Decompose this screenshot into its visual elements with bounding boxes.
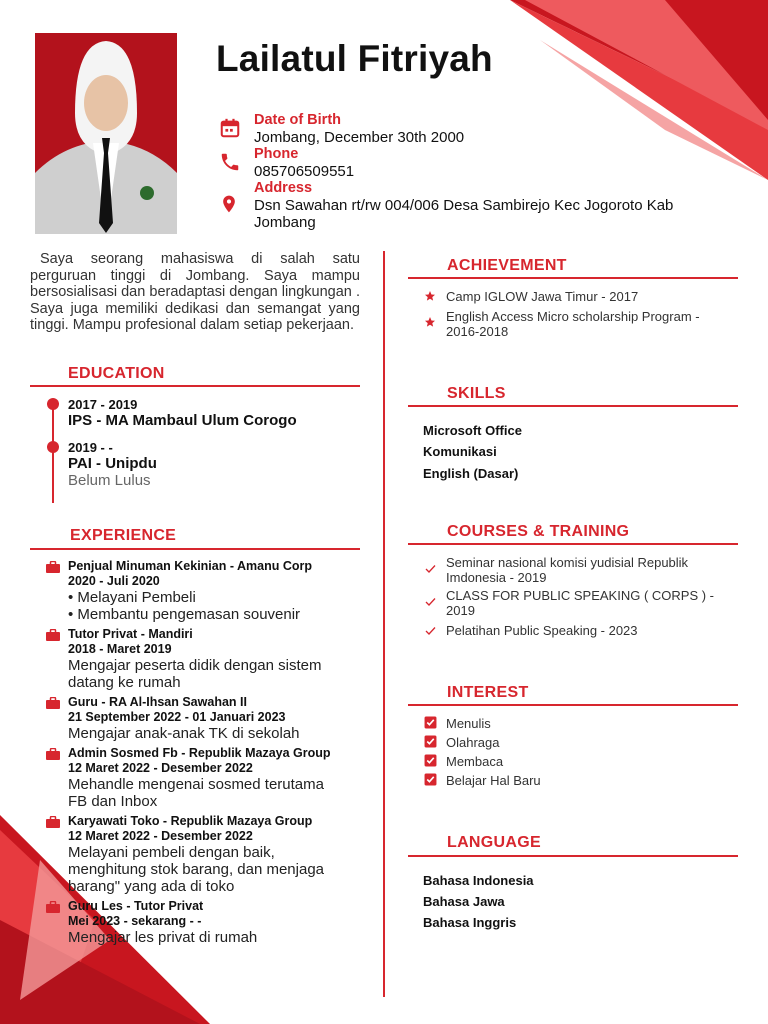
address-label: Address — [254, 180, 313, 196]
experience-role: Tutor Privat - Mandiri — [68, 627, 193, 641]
experience-desc: Mengajar les privat di rumah — [68, 929, 258, 946]
interest-rule — [408, 704, 738, 706]
check-icon — [424, 596, 437, 608]
phone-icon — [219, 151, 241, 173]
dob-value: Jombang, December 30th 2000 — [254, 129, 465, 146]
experience-title: EXPERIENCE — [70, 527, 177, 544]
check-icon — [424, 625, 437, 637]
interest-title: INTEREST — [447, 684, 529, 701]
experience-desc: • Membantu pengemasan souvenir — [68, 606, 301, 623]
skills-rule — [408, 405, 738, 407]
language-item: Bahasa Indonesia — [423, 873, 534, 888]
skills-title: SKILLS — [447, 385, 506, 402]
location-icon — [219, 193, 239, 215]
experience-desc: menghitung stok barang, dan menjaga — [68, 861, 325, 878]
experience-date: Mei 2023 - sekarang - - — [68, 914, 202, 928]
experience-role: Admin Sosmed Fb - Republik Mazaya Group — [68, 746, 331, 760]
checkbox-icon — [424, 773, 437, 786]
course-item-cont: Imdonesia - 2019 — [446, 570, 547, 585]
check-icon — [424, 563, 437, 575]
achievement-item: English Access Micro scholarship Program - — [446, 309, 700, 324]
interest-item: Membaca — [446, 754, 504, 769]
interest-item: Menulis — [446, 716, 491, 731]
education-title: EDUCATION — [68, 365, 165, 382]
experience-desc: Melayani pembeli dengan baik, — [68, 844, 275, 861]
experience-role: Guru - RA Al-Ihsan Sawahan II — [68, 695, 247, 709]
briefcase-icon — [46, 629, 60, 641]
candidate-name: Lailatul Fitriyah — [216, 38, 493, 79]
profile-photo — [35, 33, 177, 234]
column-divider — [383, 251, 385, 997]
dob-label: Date of Birth — [254, 112, 341, 128]
courses-rule — [408, 543, 738, 545]
achievement-rule — [408, 277, 738, 279]
checkbox-icon — [424, 716, 437, 729]
language-item: Bahasa Inggris — [423, 915, 517, 930]
course-item-cont: 2019 — [446, 603, 475, 618]
about-paragraph: Saya seorang mahasiswa di salah satu perguruan tinggi di Jombang. Saya mampu bersosialisasi dan beradaptasi dengan lingkungan . Saya juga memiliki dedikasi dan semangat yang tinggi. Mampu profesional dalam setiap pekerjaan. — [30, 251, 360, 333]
education-school: IPS - MA Mambaul Ulum Corogo — [68, 412, 297, 429]
skill-item: English (Dasar) — [423, 466, 519, 481]
briefcase-icon — [46, 697, 60, 709]
briefcase-icon — [46, 748, 60, 760]
education-timeline — [52, 403, 54, 503]
language-item: Bahasa Jawa — [423, 894, 505, 909]
experience-role: Karyawati Toko - Republik Mazaya Group — [68, 814, 313, 828]
checkbox-icon — [424, 735, 437, 748]
address-line-1: Dsn Sawahan rt/rw 004/006 Desa Sambirejo Kec Jogoroto Kab — [254, 197, 674, 214]
courses-title: COURSES & TRAINING — [447, 523, 630, 540]
achievement-title: ACHIEVEMENT — [447, 257, 567, 274]
checkbox-icon — [424, 754, 437, 767]
experience-role: Penjual Minuman Kekinian - Amanu Corp — [68, 559, 313, 573]
phone-value: 085706509551 — [254, 163, 355, 180]
address-line-2: Jombang — [254, 214, 316, 231]
star-icon — [424, 316, 436, 328]
experience-desc: datang ke rumah — [68, 674, 181, 691]
experience-item — [46, 695, 366, 742]
achievement-item: Camp IGLOW Jawa Timur - 2017 — [446, 289, 639, 304]
experience-item — [46, 559, 366, 623]
experience-date: 2020 - Juli 2020 — [68, 574, 160, 588]
briefcase-icon — [46, 561, 60, 573]
education-year: 2017 - 2019 — [68, 397, 138, 412]
briefcase-icon — [46, 901, 60, 913]
experience-desc: barang" yang ada di toko — [68, 878, 235, 895]
skill-item: Microsoft Office — [423, 423, 522, 438]
calendar-icon — [219, 117, 241, 139]
course-item: Pelatihan Public Speaking - 2023 — [446, 623, 638, 638]
achievement-item-cont: 2016-2018 — [446, 324, 509, 339]
star-icon — [424, 290, 436, 302]
experience-date: 21 September 2022 - 01 Januari 2023 — [68, 710, 286, 724]
education-note: Belum Lulus — [68, 472, 151, 489]
course-item: Seminar nasional komisi yudisial Republik — [446, 555, 689, 570]
timeline-dot — [47, 441, 59, 453]
experience-desc: Mengajar anak-anak TK di sekolah — [68, 725, 300, 742]
education-rule — [30, 385, 360, 387]
experience-desc: Mehandle mengenai sosmed terutama — [68, 776, 324, 793]
experience-desc: FB dan Inbox — [68, 793, 158, 810]
experience-desc: Mengajar peserta didik dengan sistem — [68, 657, 322, 674]
experience-item — [46, 899, 366, 946]
interest-item: Olahraga — [446, 735, 500, 750]
education-year: 2019 - - — [68, 440, 113, 455]
interest-item: Belajar Hal Baru — [446, 773, 541, 788]
language-rule — [408, 855, 738, 857]
experience-date: 12 Maret 2022 - Desember 2022 — [68, 829, 253, 843]
experience-date: 12 Maret 2022 - Desember 2022 — [68, 761, 253, 775]
language-title: LANGUAGE — [447, 834, 541, 851]
experience-item — [46, 627, 366, 691]
education-school: PAI - Unipdu — [68, 455, 157, 472]
timeline-dot — [47, 398, 59, 410]
experience-item — [46, 746, 366, 810]
experience-rule — [30, 548, 360, 550]
course-item: CLASS FOR PUBLIC SPEAKING ( CORPS ) - — [446, 588, 714, 603]
briefcase-icon — [46, 816, 60, 828]
experience-item — [46, 814, 366, 895]
experience-date: 2018 - Maret 2019 — [68, 642, 172, 656]
experience-desc: • Melayani Pembeli — [68, 589, 196, 606]
phone-label: Phone — [254, 146, 299, 162]
skill-item: Komunikasi — [423, 444, 497, 459]
experience-role: Guru Les - Tutor Privat — [68, 899, 204, 913]
